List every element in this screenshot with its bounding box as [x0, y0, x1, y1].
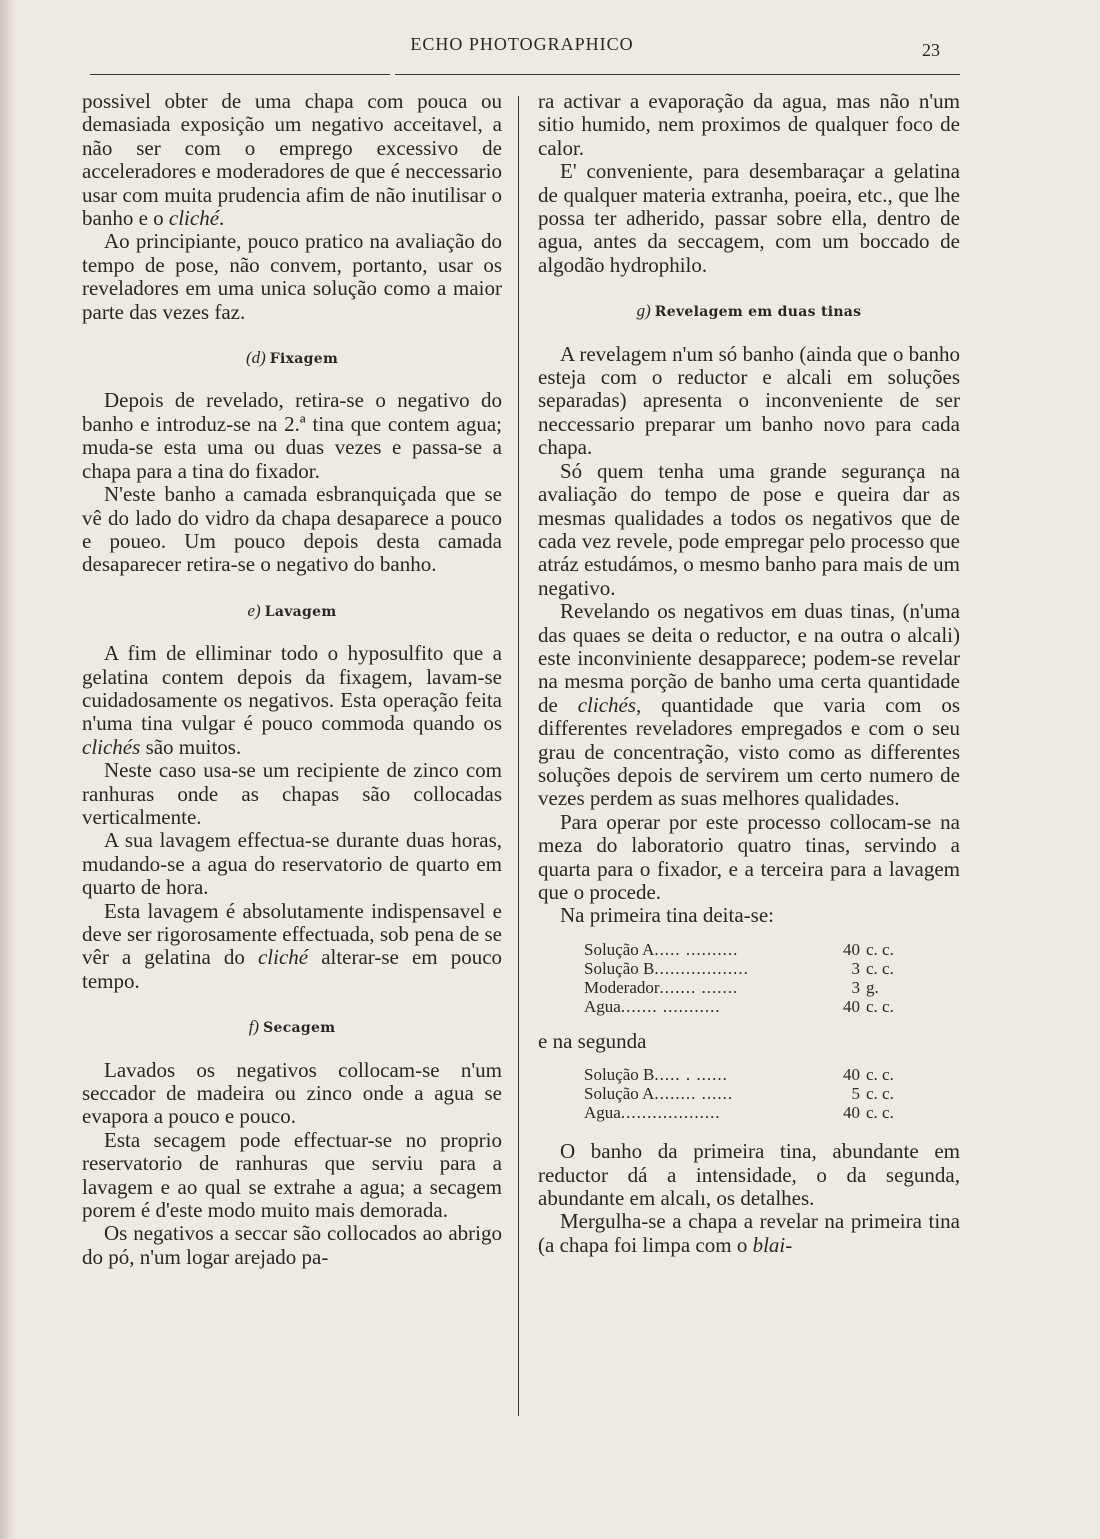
- paragraph: Mergulha-se a chapa a revelar na primeira tina (a chapa foi limpa com o blai-: [538, 1209, 960, 1257]
- recipe-row: Agua................... 40 c. c.: [584, 1103, 894, 1123]
- recipe-row: Solução B..... . ...... 40 c. c.: [584, 1065, 894, 1085]
- paragraph: Esta lavagem é absolutamente indispensavel e deve ser rigorosamente effectuada, sob pena de se vêr a gelatina do cliché alterar-se em pouco tempo.: [82, 898, 503, 993]
- paragraph: Para operar por este processo collocam-se na meza do laboratorio quatro tinas, servindo a quarta para o fixador, e a terceira para a lavagem que o procede.: [538, 809, 960, 904]
- paragraph: Lavados os negativos collocam-se n'um seccador de madeira ou zinco onde a agua se evapora a pouco e pouco.: [82, 1057, 502, 1129]
- paragraph: N'este banho a camada esbranquiçada que se vê do lado do vidro da chapa desaparece a pouco e poueo. Um pouco depois desta camada desaparecer retira-se o negativo do banho.: [82, 482, 502, 577]
- paragraph: possivel obter de uma chapa com pouca ou demasiada exposição um negativo acceitavel, a não ser com o emprego excessivo de acceleradores e moderadores de que é neccessario usar com muita prudencia afim de não inutilisar o banho e o cliché.: [82, 89, 502, 231]
- header-rule-right: [395, 74, 960, 75]
- paragraph: Esta secagem pode effectuar-se no proprio reservatorio de ranhuras que serviu para a lavagem e ao qual se extrahe a agua; a secagem porem é d'este modo muito mais demorada.: [82, 1127, 502, 1223]
- paragraph: O banho da primeira tina, abundante em reductor dá a intensidade, o da segunda, abundante em alcalı, os detalhes.: [538, 1139, 960, 1211]
- recipe-row: Agua....... ........... 40 c. c.: [584, 996, 894, 1016]
- recipe-row: Solução B.................. 3 c. c.: [584, 958, 894, 978]
- paragraph: e na segunda: [538, 1028, 647, 1053]
- recipe-row: Moderador....... ....... 3 g.: [584, 977, 879, 997]
- recipe-table-second-tank: [584, 1065, 906, 1122]
- page-number: 23: [922, 40, 940, 60]
- running-header-title: ECHO PHOTOGRAPHICO: [410, 34, 634, 54]
- section-heading-secagem: f) Secagem: [248, 1017, 336, 1037]
- section-heading-revelagem: g) Revelagem em duas tinas: [636, 301, 862, 321]
- paragraph: A sua lavagem effectua-se durante duas horas, mudando-se a agua do reservatorio de quarto em quarto de hora.: [82, 828, 502, 900]
- recipe-row: Solução A..... .......... 40 c. c.: [584, 939, 894, 959]
- recipe-table-first-tank: [584, 940, 906, 1016]
- paragraph: Na primeira tina deita-se:: [560, 903, 774, 928]
- column-divider: [518, 96, 519, 1416]
- paragraph: A fim de elliminar todo o hyposulfito que a gelatina contem depois da fixagem, lavam-se cuidadosamente os negativos. Esta operação feita n'uma tina vulgar é pouco commoda quando os clichés são muitos.: [82, 641, 502, 759]
- paragraph: Depois de revelado, retira-se o negativo do banho e introduz-se na 2.ª tina que contem agua; muda-se esta uma ou duas vezes e passa-se a chapa para a tina do fixador.: [82, 388, 502, 483]
- left-column: [82, 90, 502, 1269]
- right-column: [538, 90, 960, 1257]
- page-gutter-shadow: [0, 0, 16, 1539]
- header-rule-left: [90, 74, 390, 75]
- paragraph: Ao principiante, pouco pratico na avaliação do tempo de pose, não convem, portanto, usar os reveladores em uma unica solução como a maior parte das vezes faz.: [82, 229, 502, 324]
- paragraph: Neste caso usa-se um recipiente de zinco com ranhuras onde as chapas são collocadas verticalmente.: [82, 758, 502, 829]
- paragraph: A revelagem n'um só banho (ainda que o banho esteja com o reductor e alcali em soluções separadas) apresenta o inconveniente de ser neccessario preparar um banho novo para cada chapa.: [538, 341, 960, 460]
- recipe-row: Solução A........ ...... 5 c. c.: [584, 1084, 894, 1104]
- paragraph: E' conveniente, para desembaraçar a gelatina de qualquer materia extranha, poeira, etc., que lhe possa ter adherido, passar sobre ella, dentro de agua, antes da seccagem, com um boccado de algodão hydrophilo.: [538, 159, 960, 277]
- paragraph: Os negativos a seccar são collocados ao abrigo do pó, n'um logar arejado pa-: [82, 1221, 502, 1269]
- section-heading-lavagem: e) Lavagem: [247, 600, 337, 620]
- section-heading-fixagem: (d) Fixagem: [245, 348, 339, 368]
- paragraph: Só quem tenha uma grande segurança na avaliação do tempo de pose e queira dar as mesmas qualidades a todos os negativos que de cada vez revele, pode empregar pelo processo que atráz estudámos, o mesmo banho para mais de um negativo.: [538, 458, 960, 600]
- paragraph: ra activar a evaporação da agua, mas não n'um sitio humido, nem proximos de qualquer foco de calor.: [538, 89, 960, 160]
- paragraph: Revelando os negativos em duas tinas, (n'uma das quaes se deita o reductor, e na outra o alcali) este inconviniente desapparece; podem-se revelar na mesma porção de banho uma certa quantidade de clichés, quantidade que varia com os differentes reveladores empregados e com o seu grau de concentração, visto como as differentes soluções depois de servirem um certo numero de vezes perdem as suas melhores qualidades.: [538, 599, 961, 811]
